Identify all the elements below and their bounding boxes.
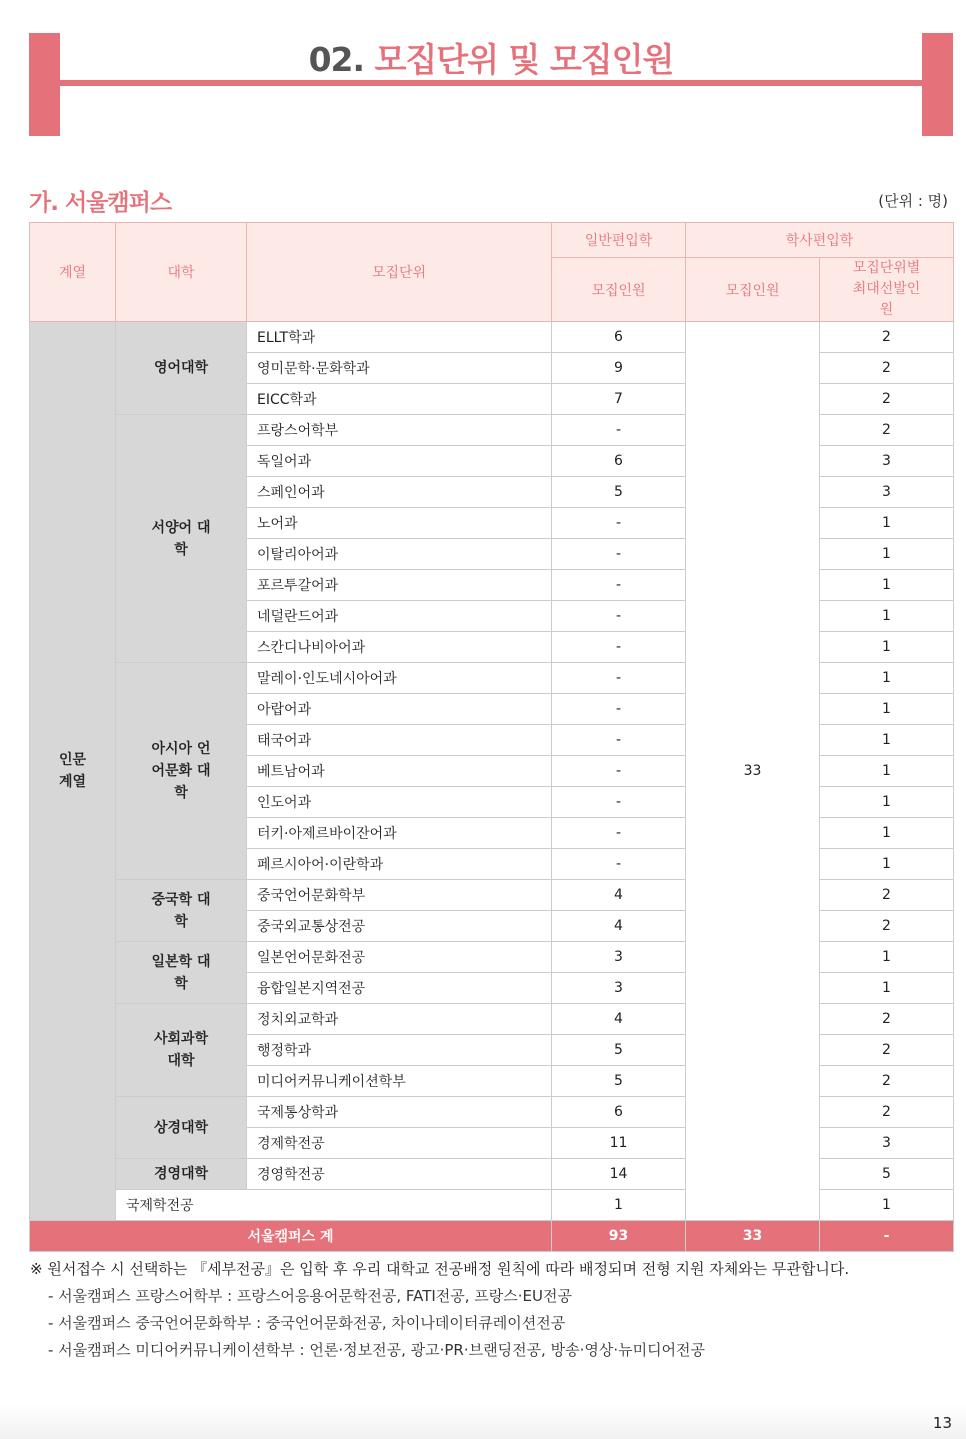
th-bachelor: 학사편입학 [686, 223, 954, 258]
unit-name: 스칸디나비아어과 [247, 632, 552, 663]
unit-name: 아랍어과 [247, 694, 552, 725]
general-count: 9 [552, 353, 686, 384]
unit-name: 베트남어과 [247, 756, 552, 787]
unit-name: 국제통상학과 [247, 1097, 552, 1128]
general-count: 5 [552, 477, 686, 508]
college-name: 상경대학 [153, 1119, 209, 1136]
bachelor-max: 2 [820, 415, 954, 446]
table-row [30, 322, 954, 353]
note-main: ※ 원서접수 시 선택하는 『세부전공』은 입학 후 우리 대학교 전공배정 원칙에 따라 배정되며 전형 지원 자체와는 무관합니다. [30, 1260, 850, 1278]
general-count: 1 [552, 1190, 686, 1221]
bachelor-max: 5 [820, 1159, 954, 1190]
bachelor-max: 1 [820, 539, 954, 570]
unit-label: (단위 : 명) [878, 192, 948, 210]
unit-name: 프랑스어학부 [247, 415, 552, 446]
bachelor-max: 2 [820, 353, 954, 384]
general-count: 5 [552, 1035, 686, 1066]
page-title [60, 34, 922, 81]
bachelor-max: 2 [820, 880, 954, 911]
unit-name: 정치외교학과 [247, 1004, 552, 1035]
bachelor-max: 1 [820, 1190, 954, 1221]
general-count: - [552, 725, 686, 756]
college-cell [116, 1004, 247, 1097]
th-general: 일반편입학 [552, 223, 686, 258]
college-cell [116, 415, 247, 663]
bachelor-max: 1 [820, 663, 954, 694]
general-count: 6 [552, 446, 686, 477]
bachelor-max: 1 [820, 942, 954, 973]
college-name: 중국학 대학 [151, 891, 211, 930]
general-count: 7 [552, 384, 686, 415]
bachelor-max: 1 [820, 818, 954, 849]
note-item: - 서울캠퍼스 미디어커뮤니케이션학부 : 언론·정보전공, 광고·PR·브랜딩전공, 방송·영상·뉴미디어전공 [48, 1341, 706, 1359]
general-count: 6 [552, 1097, 686, 1128]
general-count: - [552, 539, 686, 570]
unit-name: 일본언어문화전공 [247, 942, 552, 973]
unit-name: 경제학전공 [247, 1128, 552, 1159]
general-count: 4 [552, 880, 686, 911]
th-bachelor-count: 모집인원 [686, 258, 820, 322]
unit-name: 행정학과 [247, 1035, 552, 1066]
unit-name: 태국어과 [247, 725, 552, 756]
bachelor-max: 2 [820, 1066, 954, 1097]
college-name: 사회과학 대학 [153, 1031, 209, 1069]
th-bachelor-max [820, 258, 954, 322]
general-count: - [552, 570, 686, 601]
header-bar-right [922, 33, 953, 136]
college-name: 서양어 대학 [151, 519, 211, 558]
bachelor-max: 1 [820, 601, 954, 632]
category-cell [30, 322, 116, 1221]
note-item: - 서울캠퍼스 중국언어문화학부 : 중국언어문화전공, 차이나데이터큐레이션전공 [48, 1314, 566, 1332]
general-count: - [552, 818, 686, 849]
college-cell [116, 663, 247, 880]
bachelor-max: 2 [820, 322, 954, 353]
bachelor-max: 1 [820, 756, 954, 787]
th-college: 대학 [116, 223, 247, 322]
college-cell [116, 942, 247, 1004]
bachelor-max: 2 [820, 1035, 954, 1066]
general-count: 4 [552, 911, 686, 942]
footer-band [0, 1404, 966, 1439]
total-row [30, 1221, 954, 1252]
bachelor-max: 1 [820, 849, 954, 880]
unit-name: 미디어커뮤니케이션학부 [247, 1066, 552, 1097]
unit-name: EICC학과 [247, 384, 552, 415]
college-cell [116, 880, 247, 942]
unit-name: 이탈리아어과 [247, 539, 552, 570]
general-count: - [552, 694, 686, 725]
bachelor-max: 3 [820, 446, 954, 477]
general-count: - [552, 663, 686, 694]
unit-name: 인도어과 [247, 787, 552, 818]
college-name: 경영대학 [153, 1166, 209, 1182]
college-cell [116, 1097, 247, 1159]
college-cell [116, 1159, 247, 1190]
bachelor-max: 1 [820, 694, 954, 725]
bachelor-max: 2 [820, 911, 954, 942]
college-cell [116, 322, 247, 415]
bachelor-max: 3 [820, 1128, 954, 1159]
th-category: 계열 [30, 223, 116, 322]
general-count: - [552, 756, 686, 787]
unit-name: 융합일본지역전공 [247, 973, 552, 1004]
total-general: 93 [552, 1221, 686, 1252]
unit-name: 터키·아제르바이잔어과 [247, 818, 552, 849]
general-count: 11 [552, 1128, 686, 1159]
unit-name: 스페인어과 [247, 477, 552, 508]
bachelor-max: 2 [820, 1004, 954, 1035]
title-text: 모집단위 및 모집인원 [374, 40, 674, 79]
unit-name: 독일어과 [247, 446, 552, 477]
note-item: - 서울캠퍼스 프랑스어학부 : 프랑스어응용어문학전공, FATI전공, 프랑스·EU전공 [48, 1287, 572, 1305]
unit-name: 영미문학·문화학과 [247, 353, 552, 384]
title-number: 02. [308, 40, 365, 79]
general-count: - [552, 849, 686, 880]
th-unit: 모집단위 [247, 223, 552, 322]
header-bar-left [29, 33, 60, 136]
general-count: 6 [552, 322, 686, 353]
th-bachelor-max-text: 모집단위별 최대선발인원 [852, 260, 921, 318]
section-title: 가. 서울캠퍼스 [29, 190, 172, 216]
category-label: 인문 계열 [58, 752, 87, 790]
page-number: 13 [932, 1414, 952, 1432]
recruitment-table [29, 222, 954, 1252]
unit-name: 경영학전공 [247, 1159, 552, 1190]
general-count: - [552, 415, 686, 446]
unit-name: 중국외교통상전공 [247, 911, 552, 942]
table-body [30, 322, 954, 1252]
unit-name: 중국언어문화학부 [247, 880, 552, 911]
bachelor-max: 3 [820, 477, 954, 508]
bachelor-max: 1 [820, 570, 954, 601]
unit-name: 포르투갈어과 [247, 570, 552, 601]
bachelor-max: 2 [820, 1097, 954, 1128]
unit-name: 노어과 [247, 508, 552, 539]
general-count: - [552, 632, 686, 663]
unit-name: ELLT학과 [247, 322, 552, 353]
bachelor-max: 1 [820, 508, 954, 539]
unit-name: 네덜란드어과 [247, 601, 552, 632]
bachelor-count: 33 [686, 322, 820, 1221]
general-count: 5 [552, 1066, 686, 1097]
total-max: - [820, 1221, 954, 1252]
bachelor-max: 1 [820, 632, 954, 663]
intl-name: 국제학전공 [116, 1190, 552, 1221]
general-count: - [552, 601, 686, 632]
bachelor-max: 1 [820, 725, 954, 756]
bachelor-max: 1 [820, 787, 954, 818]
th-general-count: 모집인원 [552, 258, 686, 322]
bachelor-max: 2 [820, 384, 954, 415]
general-count: 3 [552, 973, 686, 1004]
general-count: 3 [552, 942, 686, 973]
unit-name: 페르시아어·이란학과 [247, 849, 552, 880]
general-count: 14 [552, 1159, 686, 1190]
college-name: 아시아 언어문화 대학 [151, 741, 211, 801]
general-count: - [552, 508, 686, 539]
total-label: 서울캠퍼스 계 [30, 1221, 552, 1252]
total-bachelor: 33 [686, 1221, 820, 1252]
bachelor-max: 1 [820, 973, 954, 1004]
general-count: - [552, 787, 686, 818]
college-name: 영어대학 [153, 360, 209, 376]
college-name: 일본학 대학 [151, 953, 211, 992]
general-count: 4 [552, 1004, 686, 1035]
unit-name: 말레이·인도네시아어과 [247, 663, 552, 694]
